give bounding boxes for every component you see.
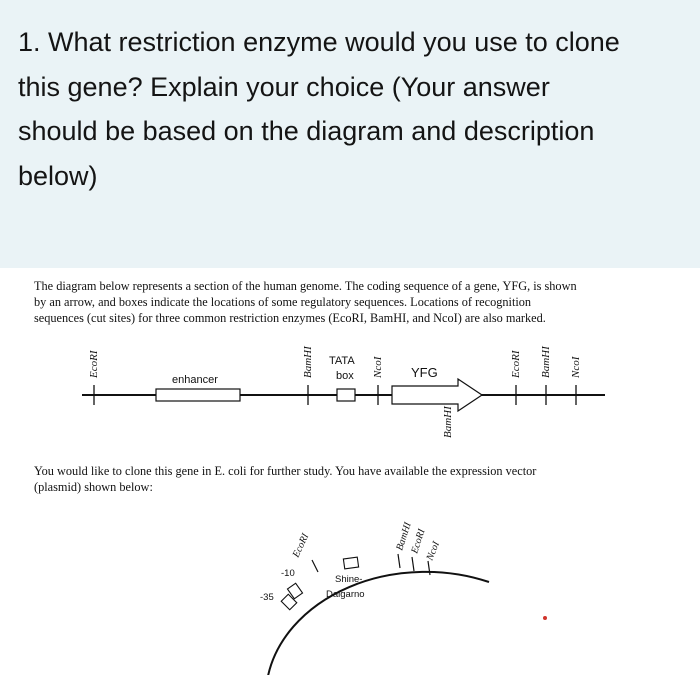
vector-line: (plasmid) shown below: <box>34 480 153 494</box>
description-line: sequences (cut sites) for three common restriction enzymes (EcoRI, BamHI, and NcoI) are also marked. <box>34 311 546 325</box>
question-line: should be based on the diagram and description <box>18 116 595 146</box>
enhancer-label: enhancer <box>172 374 218 386</box>
genome-diagram <box>82 379 605 411</box>
shine-label: Shine- <box>335 574 363 585</box>
vector-description <box>34 463 674 495</box>
plasmid-ncoi-label: NcoI <box>424 539 443 563</box>
description-line: by an arrow, and boxes indicate the locations of some regulatory sequences. Locations of recognition <box>34 295 532 309</box>
question-text <box>18 20 698 198</box>
ncoi-right-label: NcoI <box>570 356 582 378</box>
plasmid-ecori2-label: EcoRI <box>409 527 428 555</box>
shine-dalgarno-box <box>343 557 358 569</box>
tata-label: TATA <box>329 355 355 367</box>
question-line: below) <box>18 160 98 191</box>
ecori-label: EcoRI <box>88 350 100 378</box>
yfg-gene-arrow <box>392 379 482 411</box>
minus35-label: -35 <box>260 592 274 603</box>
description-line: The diagram below represents a section of the human genome. The coding sequence of a gene, YFG, is shown <box>34 279 577 293</box>
problem-image <box>0 268 700 675</box>
bamhi-label: BamHI <box>302 346 314 378</box>
vector-line: You would like to clone this gene in E. coli for further study. You have available the expression vector <box>34 464 537 478</box>
question-line: this gene? Explain your choice (Your answer <box>18 71 550 102</box>
minus10-label: -10 <box>281 568 295 579</box>
bamhi-right-label: BamHI <box>540 346 552 378</box>
red-dot <box>543 616 547 620</box>
plasmid-ecori-label: EcoRI <box>290 531 312 560</box>
bamhi-below-label: BamHI <box>442 406 454 438</box>
tata-box <box>337 389 355 401</box>
yfg-label: YFG <box>411 365 438 380</box>
plasmid-bamhi-label: BamHI <box>394 521 414 552</box>
ecori-right-label: EcoRI <box>510 350 522 378</box>
question-line: 1. What restriction enzyme would you use to clone <box>18 27 620 57</box>
enhancer-box <box>156 389 240 401</box>
tata-box-label: box <box>336 370 354 382</box>
dalgarno-label: Dalgarno <box>326 589 365 600</box>
ncoi-label: NcoI <box>372 356 384 378</box>
